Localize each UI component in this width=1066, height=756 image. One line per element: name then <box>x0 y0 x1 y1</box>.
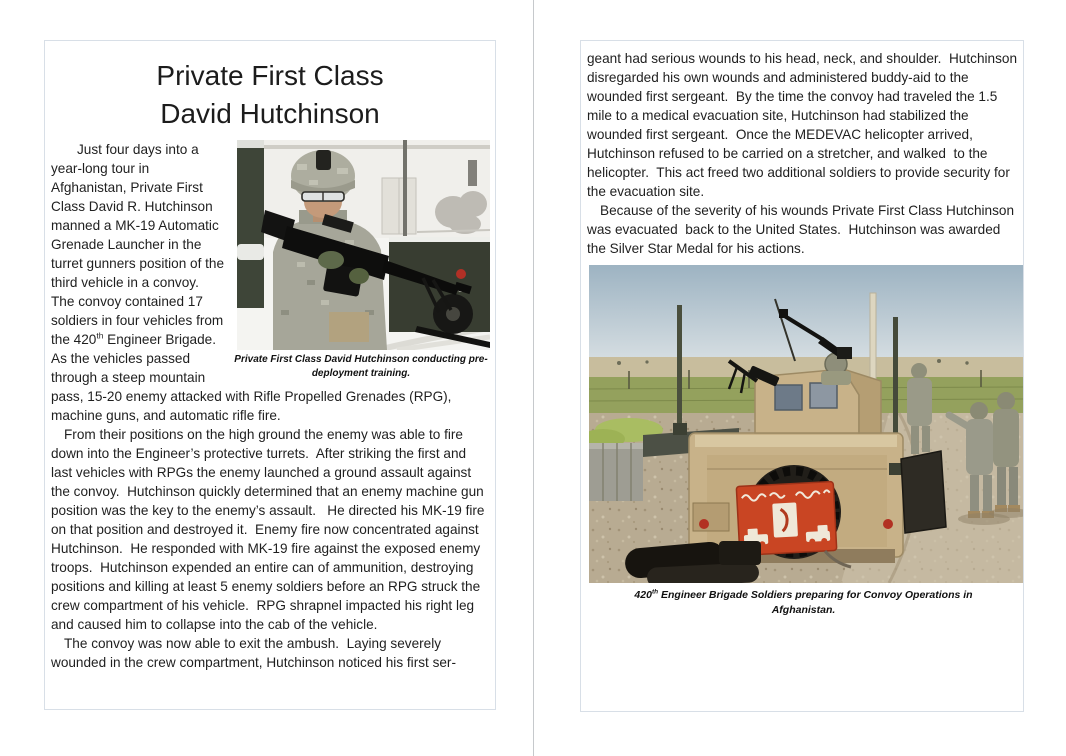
sky <box>589 265 1023 361</box>
convoy-photo-caption <box>634 588 974 617</box>
page-title <box>51 57 489 132</box>
paragraph-5: Because of the severity of his wounds Private First Class Hutchinson was evacuated back to the United States. Hutchinson was awarded the Silver Star Medal for his actions. <box>587 203 1018 256</box>
text-run: Just four days into a year-long tour in Afghanistan, Private First Class David R. Hutchinson manned a MK-19 Automatic Grenade Launcher in the turret gunners position of the third vehicle in a convoy. The convoy contained 17 soldiers in four vehicles from the 420 <box>51 142 228 348</box>
soldier-photo <box>237 140 490 350</box>
open-door <box>901 451 946 533</box>
paragraph-3: The convoy was now able to exit the ambush. Laying severely wounded in the crew compartment, Hutchinson noticed his first ser- <box>51 636 456 671</box>
title-line-2: David Hutchinson <box>160 97 380 129</box>
convoy-photo-figure <box>589 265 1018 617</box>
soldier-photo-caption: Private First Class David Hutchinson conducting pre-deployment training. <box>234 354 488 380</box>
right-page-body <box>587 49 1021 617</box>
text-run: 420 <box>634 589 652 601</box>
paragraph-2: From their positions on the high ground the enemy was able to fire down into the Engineer’s protective turrets. After striking the first and last vehicles with RPGs the enemy launched a ground assault against the convoy. Hutchinson quickly determined that an enemy machine gun position was the key to the enemy’s assault. He directed his MK-19 fire on that position and destroyed it. Enemy fire now concentrated against Hutchinson. He responded with MK-19 fire against the exposed enemy troops. Hutchinson expended an entire can of ammunition, destroying positions and killing at least 5 enemy soldiers before an RPG struck the crew compartment of his vehicle. RPG shrapnel impacted his right leg and caused him to collapse into the cab of the vehicle. <box>51 427 489 633</box>
hesco-barrier <box>589 443 643 501</box>
left-page-body <box>51 140 490 672</box>
soldier-photo-figure <box>232 140 490 381</box>
superscript-th: th <box>96 330 104 341</box>
superscript-th: th <box>651 588 659 596</box>
taillight-left <box>699 519 709 529</box>
convoy-photo <box>589 265 1023 583</box>
text-run: Engineer Brigade Soldiers preparing for Convoy Operations in Afghanistan. <box>658 589 973 616</box>
page-divider <box>533 0 534 756</box>
taillight-right <box>883 519 893 529</box>
paragraph-4: geant had serious wounds to his head, neck, and shoulder. Hutchinson disregarded his own wounds and administered buddy-aid to the wounded first sergeant. By the time the convoy had traveled the 1.5 mile to a medical evacuation site, Hutchinson had stabilized the wounded first sergeant. Once the MEDEVAC helicopter arrived, Hutchinson refused to be carried on a stretcher, and walked to the helicopter. This act freed two additional soldiers to provide security for the evacuation site. <box>587 51 1021 199</box>
right-page <box>580 40 1024 712</box>
text-run: Engineer Brigade. As the vehicles passed through a steep mountain pass, 15-20 enemy attacked with Rifle Propelled Grenades (RPG), machine guns, and automatic rifle fire. <box>51 332 456 424</box>
antenna-left <box>677 305 682 430</box>
left-page <box>44 40 496 710</box>
left-vehicle <box>237 140 264 308</box>
title-line-1: Private First Class <box>156 60 384 91</box>
